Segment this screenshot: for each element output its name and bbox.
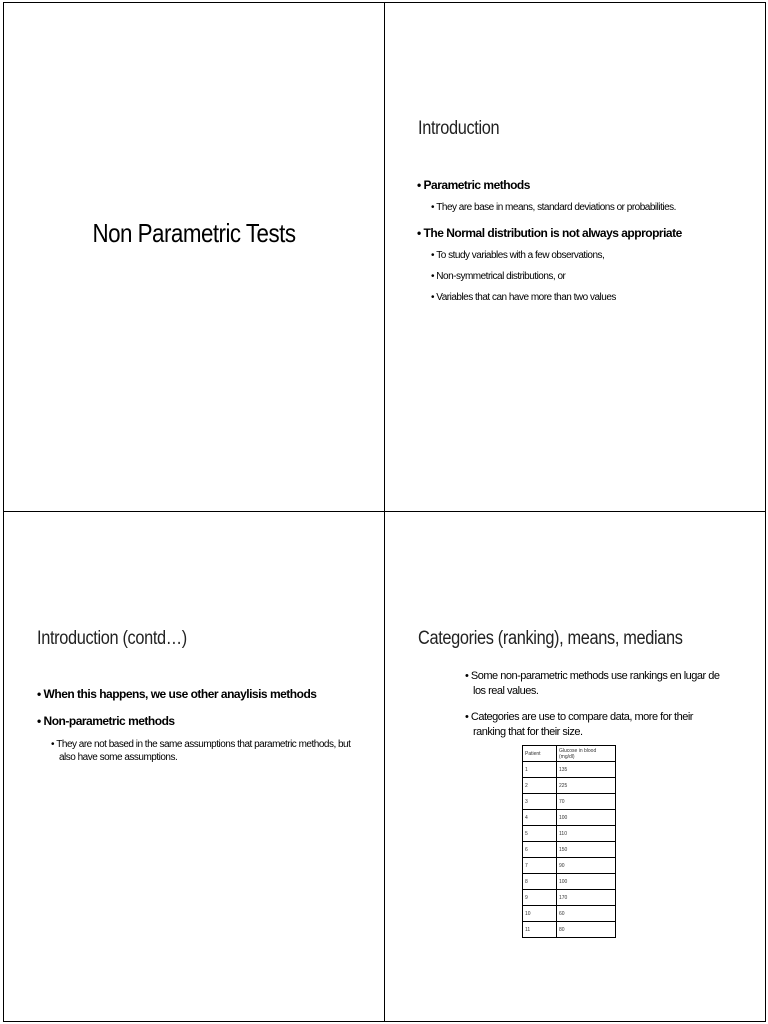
table-row	[523, 762, 616, 778]
table-cell: 90	[557, 858, 616, 874]
table-cell: 10	[523, 906, 557, 922]
slide-introduction	[384, 2, 766, 512]
table-cell: 1	[523, 762, 557, 778]
table-row	[523, 810, 616, 826]
table-cell: 6	[523, 842, 557, 858]
bullet-normal-distribution: • The Normal distribution is not always appropriate	[417, 226, 682, 241]
table-cell: 100	[557, 874, 616, 890]
table-header-row	[523, 746, 616, 762]
table-cell: 5	[523, 826, 557, 842]
bullet-non-parametric-methods: • Non-parametric methods	[37, 714, 175, 729]
table-row	[523, 922, 616, 938]
slide-1-title: Non Parametric Tests	[92, 218, 296, 248]
table-cell: 135	[557, 762, 616, 778]
table-row	[523, 858, 616, 874]
table-cell: 225	[557, 778, 616, 794]
table-row	[523, 890, 616, 906]
table-cell: 9	[523, 890, 557, 906]
table-row	[523, 874, 616, 890]
table-cell: 70	[557, 794, 616, 810]
sub-bullet-few-observations: • To study variables with a few observations,	[431, 249, 604, 262]
table-header-patient: Patient	[523, 746, 557, 762]
slide-introduction-contd	[3, 511, 385, 1022]
table-row	[523, 906, 616, 922]
glucose-table	[522, 745, 616, 938]
table-cell: 11	[523, 922, 557, 938]
slide-2-title: Introduction	[418, 118, 500, 139]
sub-bullet-means: • They are base in means, standard deviations or probabilities.	[431, 201, 676, 214]
table-cell: 4	[523, 810, 557, 826]
table-row	[523, 842, 616, 858]
table-cell: 8	[523, 874, 557, 890]
table-cell: 80	[557, 922, 616, 938]
bullet-parametric-methods: • Parametric methods	[417, 178, 530, 193]
table-row	[523, 778, 616, 794]
bullet-compare-data: • Categories are use to compare data, more for their ranking that for their size.	[465, 710, 728, 740]
table-cell: 2	[523, 778, 557, 794]
sub-bullet-assumptions: • They are not based in the same assumptions that parametric methods, but also have some assumptions.	[51, 738, 359, 764]
slide-3-title: Introduction (contd…)	[37, 628, 187, 649]
slide-4-title: Categories (ranking), means, medians	[418, 628, 683, 649]
slide-title-page	[3, 2, 385, 512]
table-cell: 150	[557, 842, 616, 858]
table-row	[523, 826, 616, 842]
table-cell: 170	[557, 890, 616, 906]
table-cell: 3	[523, 794, 557, 810]
bullet-rankings: • Some non-parametric methods use rankings en lugar de los real values.	[465, 669, 728, 699]
table-cell: 7	[523, 858, 557, 874]
bullet-other-methods: • When this happens, we use other anaylisis methods	[37, 687, 316, 702]
slide-categories	[384, 511, 766, 1022]
table-cell: 100	[557, 810, 616, 826]
table-row	[523, 794, 616, 810]
table-header-glucose: Glucose in blood (mg/dl)	[557, 746, 616, 762]
table-cell: 60	[557, 906, 616, 922]
table-cell: 110	[557, 826, 616, 842]
sub-bullet-two-values: • Variables that can have more than two values	[431, 291, 616, 304]
sub-bullet-non-symmetrical: • Non-symmetrical distributions, or	[431, 270, 565, 283]
